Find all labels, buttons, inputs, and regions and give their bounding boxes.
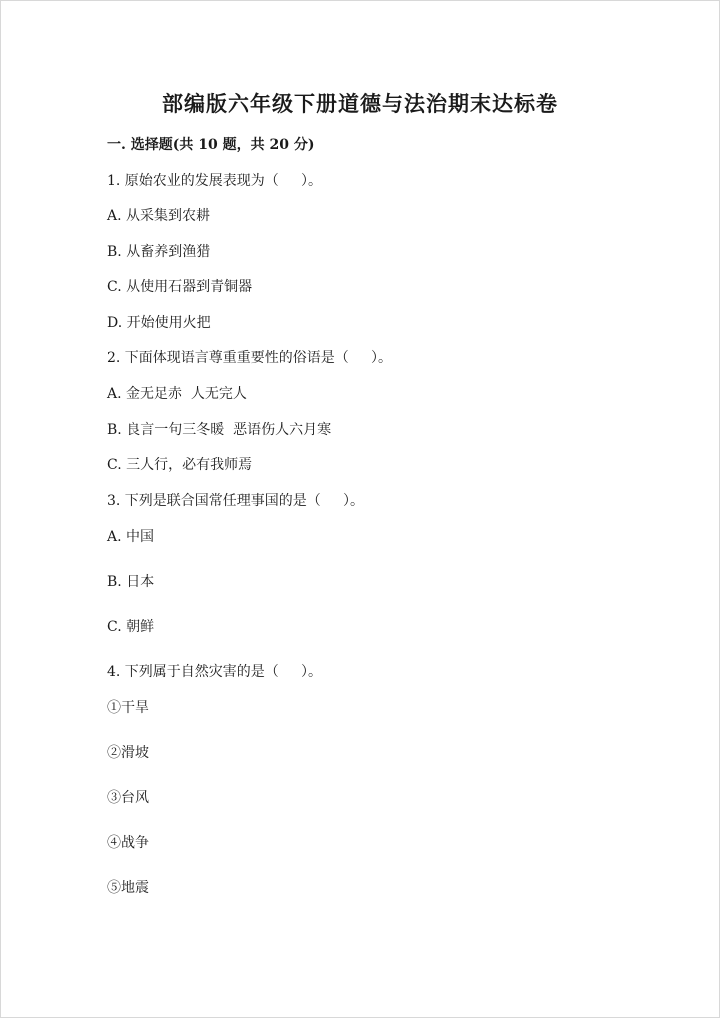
question-2-option-b: B. 良言一句三冬暖 恶语伤人六月寒 [107,422,332,438]
question-4-item-1: ①干旱 [107,700,149,716]
question-3-stem: 3. 下列是联合国常任理事国的是（ ）。 [107,493,365,509]
question-4-item-2: ②滑坡 [107,745,149,761]
question-2-option-c: C. 三人行，必有我师焉 [107,457,253,473]
question-4-stem: 4. 下列属于自然灾害的是（ ）。 [107,664,323,680]
question-4-item-3: ③台风 [107,790,149,806]
question-2-option-a: A. 金无足赤 人无完人 [107,386,247,402]
question-2-stem: 2. 下面体现语言尊重重要性的俗语是（ ）。 [107,350,393,366]
question-1-option-c: C. 从使用石器到青铜器 [107,279,253,295]
question-4-item-5: ⑤地震 [107,880,149,896]
question-4-item-4: ④战争 [107,835,149,851]
section-heading: 一. 选择题(共 10 题，共 20 分) [107,137,315,153]
question-1-option-a: A. 从采集到农耕 [107,208,211,224]
question-3-option-b: B. 日本 [107,574,155,590]
question-3-option-c: C. 朝鲜 [107,619,155,635]
question-3-option-a: A. 中国 [107,529,155,545]
question-1-option-d: D. 开始使用火把 [107,315,211,331]
question-1-option-b: B. 从畜养到渔猎 [107,244,211,260]
document-title: 部编版六年级下册道德与法治期末达标卷 [162,91,558,116]
question-1-stem: 1. 原始农业的发展表现为（ ）。 [107,173,323,189]
